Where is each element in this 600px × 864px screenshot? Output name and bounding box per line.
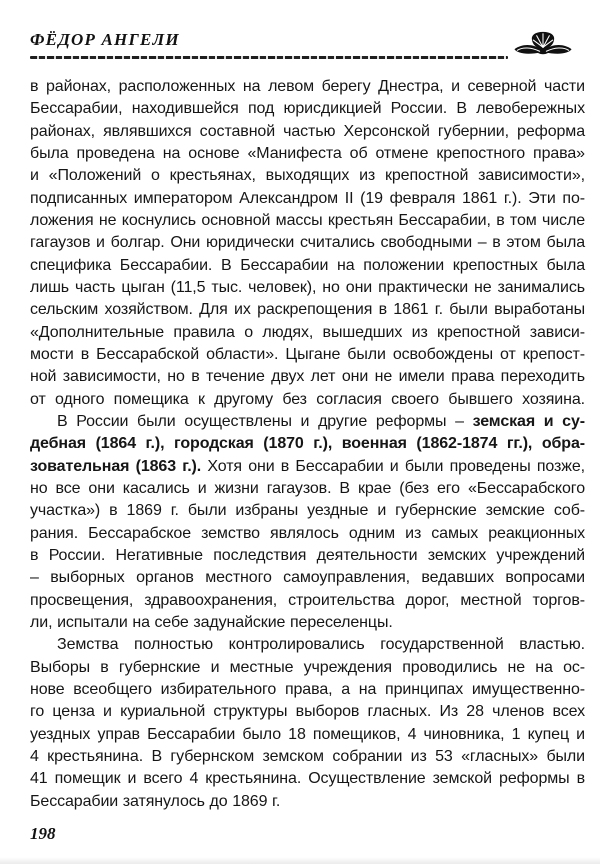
text-line [30,188,585,210]
author-name: ФЁДОР АНГЕЛИ [30,30,180,49]
text-segment: го ценза и куриальной структуры выборов гласных. Из 28 членов всех [30,703,585,721]
text-segment: сельским хозяйством. Для их раскрепощения в 1861 г. были выработаны [30,301,585,319]
text-segment: ли, испытали на себе задунайские переселенцы. [30,613,393,631]
text-line [30,255,585,277]
text-line [30,500,585,522]
body-text [30,76,585,813]
text-line [30,456,585,478]
text-line [30,746,585,768]
text-segment: Бессарабии, находившейся под юрисдикцией России. В левобережных [30,100,585,118]
text-segment: гагаузов и болгар. Они юридически считались свободными – в этом была [30,234,585,252]
text-line [30,143,585,165]
text-segment: уездных управ Бессарабии было 18 помещиков, 4 чиновника, 1 купец и [30,725,585,743]
text-segment: зовательная (1863 г.). [30,457,202,475]
text-line [30,389,585,411]
text-segment: земская и су- [472,412,585,430]
text-segment: была проведена на основе «Манифеста об отмене крепостного права» [30,144,585,162]
text-segment: но все они касались и жизни гагаузов. В крае (без его «Бессарабского [30,479,585,497]
text-line [30,478,585,500]
text-line [30,545,585,567]
text-line [30,612,585,634]
text-segment: в России. Негативные последствия деятельности земских учреждений [30,546,585,564]
text-line [30,567,585,589]
text-segment: «Дополнительные правила о людях, вышедших из крепостной зависи- [30,323,585,341]
text-segment: ложения не коснулись основной массы крестьян Бессарабии, в том числе [30,211,585,229]
text-line [30,724,585,746]
text-line [30,98,585,120]
text-line [30,344,585,366]
text-segment: дебная (1864 г.), городская (1870 г.), военная (1862-1874 гг.), обра- [30,435,585,453]
text-line [30,322,585,344]
text-segment: Выборы в губернские и местные учреждения проводились не на ос- [30,658,585,676]
running-header [30,30,576,60]
text-line [30,232,585,254]
text-segment: 41 помещик и всего 4 крестьянина. Осуществление земской реформы в [30,770,585,788]
text-line [30,791,585,813]
text-segment: Земства полностью контролировались государственной властью. [57,636,585,654]
fleuron-ornament-icon [512,28,574,58]
text-segment: Хотя они в Бессарабии и были проведены позже, [201,457,585,475]
text-segment: от одного помещика к другому без согласия своего бывшего хозяина. [30,390,585,408]
text-line [30,76,585,98]
text-segment: специфика Бессарабии. В Бессарабии на положении крепостных была [30,256,585,274]
text-line [30,701,585,723]
text-segment: 4 крестьянина. В губернском земском собрании из 53 «гласных» были [30,747,585,765]
text-segment: ной зависимости, но в течение двух лет они не имели права переходить [30,368,585,386]
page-number: 198 [30,824,56,843]
text-segment: районах, являвшихся составной частью Херсонской губернии, реформа [30,122,585,140]
scan-edge-shadow [0,857,600,864]
text-line [30,277,585,299]
text-line [30,121,585,143]
text-line [30,411,585,433]
text-segment: участка») в 1869 г. были избраны уездные и губернские земские соб- [30,502,585,520]
text-line [30,657,585,679]
text-line [30,366,585,388]
text-segment: Бессарабии затянулось до 1869 г. [30,792,281,810]
text-line [30,634,585,656]
text-segment: – выборных органов местного самоуправления, ведавших вопросами [30,569,585,587]
text-line [30,299,585,321]
text-line [30,165,585,187]
text-segment: мости в Бессарабской области». Цыгане были освобождены от крепост- [30,345,585,363]
text-segment: В России были осуществлены и другие реформы – [57,412,473,430]
text-line [30,210,585,232]
text-segment: и «Положений о крестьянах, выходящих из крепостной зависимости», [30,167,585,185]
text-segment: рания. Бессарабское земство являлось одним из самых реакционных [30,524,585,542]
text-line [30,523,585,545]
text-line [30,590,585,612]
text-segment: просвещения, здравоохранения, строительства дорог, местной торгов- [30,591,585,609]
text-segment: подписанных императором Александром II (19 февраля 1861 г.). Эти по- [30,189,585,207]
header-rule [30,56,508,59]
text-line [30,768,585,790]
text-segment: нове всеобщего избирательного права, а на принципах имущественно- [30,680,585,698]
text-segment: в районах, расположенных на левом берегу Днестра, и северной части [30,78,585,95]
text-line [30,679,585,701]
text-line [30,433,585,455]
text-segment: лишь часть цыган (11,5 тыс. человек), но они практически не занимались [30,278,585,296]
